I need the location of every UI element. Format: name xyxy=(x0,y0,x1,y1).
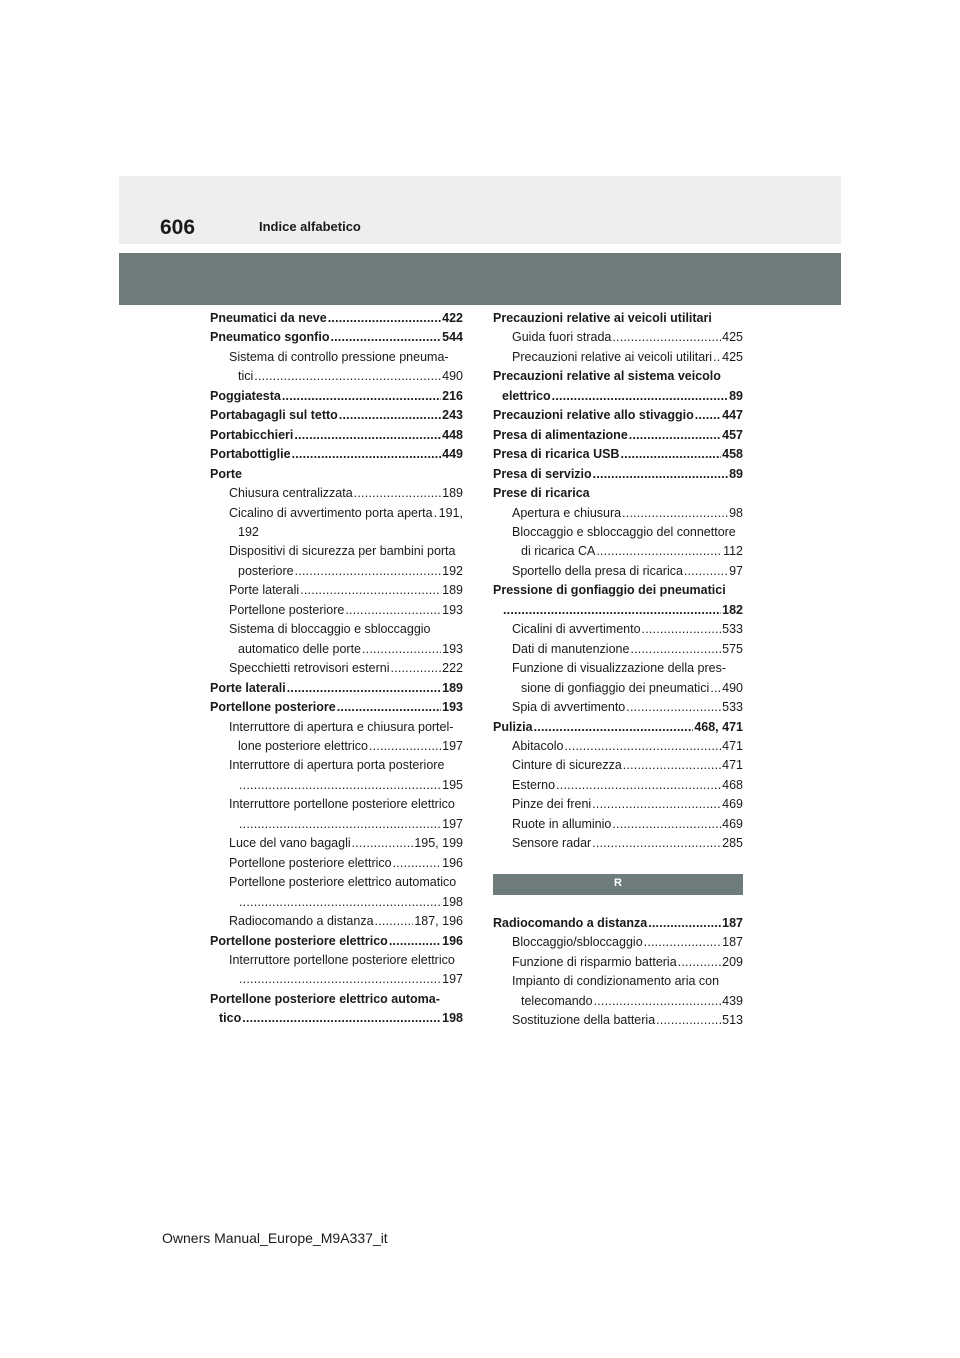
entry-label: Specchietti retrovisori esterni xyxy=(229,661,390,676)
entry-page-ref: 189 xyxy=(442,680,463,695)
index-entry xyxy=(210,776,463,795)
dot-leader xyxy=(612,815,721,834)
index-entry xyxy=(493,542,743,561)
entry-page-ref: 439 xyxy=(722,993,743,1008)
entry-page-ref: 182 xyxy=(722,602,743,617)
entry-page-ref: 533 xyxy=(722,622,743,637)
entry-page-ref: 471 xyxy=(722,738,743,753)
entry-label: tici xyxy=(238,369,254,384)
entry-page-ref: 189 xyxy=(442,583,463,598)
entry-label: Pneumatici da neve xyxy=(210,311,327,325)
entry-label: elettrico xyxy=(502,388,551,403)
entry-page-ref: 458 xyxy=(722,447,743,462)
entry-label: Portellone posteriore elettrico xyxy=(229,855,392,870)
entry-label: telecomando xyxy=(521,993,593,1008)
entry-label: Cinture di sicurezza xyxy=(512,758,622,773)
index-entry xyxy=(210,834,463,853)
section-title: Indice alfabetico xyxy=(259,219,361,234)
dot-leader xyxy=(642,620,722,639)
dot-leader xyxy=(503,601,721,620)
index-entry xyxy=(493,992,743,1011)
entry-page-ref: 193 xyxy=(442,641,463,656)
index-entry: Interruttore portellone posteriore elettrico xyxy=(229,797,455,812)
entry-page-ref: 187 xyxy=(722,915,743,930)
entry-label: Presa di alimentazione xyxy=(493,427,628,442)
index-entry: Precauzioni relative ai veicoli utilitari xyxy=(493,311,712,325)
index-entry xyxy=(210,737,463,756)
entry-page-ref: 193 xyxy=(442,700,463,715)
entry-page-ref: 195 xyxy=(442,777,463,792)
index-entry xyxy=(210,367,463,386)
dot-leader xyxy=(564,737,721,756)
entry-label: automatico delle porte xyxy=(238,641,361,656)
entry-label: Portellone posteriore elettrico xyxy=(210,933,388,948)
header-bar xyxy=(119,176,841,244)
dot-leader xyxy=(620,445,721,464)
index-entry xyxy=(493,601,743,620)
entry-label: Radiocomando a distanza xyxy=(229,914,374,929)
index-entry xyxy=(493,933,743,952)
index-entry xyxy=(493,718,743,737)
entry-label: Pulizia xyxy=(493,719,533,734)
index-entry xyxy=(493,834,743,853)
dot-leader xyxy=(434,504,438,523)
entry-label: Luce del vano bagagli xyxy=(229,836,351,851)
entry-page-ref: 448 xyxy=(442,427,463,442)
entry-label: Precauzioni relative allo stivaggio xyxy=(493,408,694,423)
index-entry: Impianto di condizionamento aria con xyxy=(512,974,720,989)
index-entry: Sistema di bloccaggio e sbloccaggio xyxy=(229,622,431,637)
entry-label: Cicalini di avvertimento xyxy=(512,622,641,637)
dot-leader xyxy=(630,640,721,659)
dot-leader xyxy=(648,914,721,933)
entry-page-ref: 422 xyxy=(442,311,463,325)
entry-label: Dati di manutenzione xyxy=(512,641,630,656)
index-entry: Pressione di gonfiaggio dei pneumatici xyxy=(493,583,726,598)
index-entry xyxy=(493,426,743,445)
index-entry xyxy=(210,504,463,523)
entry-page-ref: 216 xyxy=(442,388,463,403)
dot-leader xyxy=(678,953,721,972)
entry-page-ref: 187, 196 xyxy=(414,914,463,929)
entry-label: Pneumatico sgonfio xyxy=(210,330,330,345)
entry-label: Chiusura centralizzata xyxy=(229,486,353,501)
entry-label: Spia di avvertimento xyxy=(512,700,626,715)
dot-leader xyxy=(556,776,721,795)
dot-leader xyxy=(375,912,414,931)
dot-leader xyxy=(626,698,721,717)
dot-leader xyxy=(389,932,441,951)
page-number: 606 xyxy=(160,216,196,239)
index-entry: Porte xyxy=(210,466,242,481)
entry-page-ref: 196 xyxy=(442,933,463,948)
index-entry: 192 xyxy=(238,524,259,539)
footer-doc-id: Owners Manual_Europe_M9A337_it xyxy=(162,1230,388,1246)
index-entry: Precauzioni relative al sistema veicolo xyxy=(493,369,721,384)
dot-leader xyxy=(294,426,441,445)
index-entry xyxy=(210,698,463,717)
dot-leader xyxy=(552,387,728,406)
index-entry: Portellone posteriore elettrico automa- xyxy=(210,991,440,1006)
index-entry xyxy=(210,1009,463,1028)
entry-page-ref: 447 xyxy=(722,408,743,423)
index-entry xyxy=(210,640,463,659)
index-entry xyxy=(210,562,463,581)
entry-label: posteriore xyxy=(238,563,294,578)
entry-label: Porte laterali xyxy=(210,680,286,695)
entry-page-ref: 198 xyxy=(442,1011,463,1026)
index-entry xyxy=(493,776,743,795)
index-entry xyxy=(210,445,463,464)
entry-page-ref: 98 xyxy=(729,505,743,520)
entry-page-ref: 97 xyxy=(729,563,743,578)
dot-leader xyxy=(239,970,441,989)
entry-page-ref: 471 xyxy=(722,758,743,773)
entry-page-ref: 187 xyxy=(722,935,743,950)
index-entry: Bloccaggio e sbloccaggio del connettore xyxy=(512,524,736,539)
index-entry: Interruttore di apertura porta posteriore xyxy=(229,758,445,773)
dot-leader xyxy=(354,484,441,503)
entry-page-ref: 243 xyxy=(442,408,463,423)
entry-label: lone posteriore elettrico xyxy=(238,738,368,753)
entry-page-ref: 195, 199 xyxy=(414,836,463,851)
index-entry: Sistema di controllo pressione pneuma- xyxy=(229,349,449,364)
index-entry xyxy=(210,659,463,678)
index-entry xyxy=(493,795,743,814)
entry-label: Radiocomando a distanza xyxy=(493,915,648,930)
index-entry xyxy=(493,348,743,367)
entry-page-ref: 89 xyxy=(729,388,743,403)
index-entry xyxy=(210,328,463,347)
index-entry: Portellone posteriore elettrico automatico xyxy=(229,875,457,890)
index-entry xyxy=(210,581,463,600)
dot-leader xyxy=(390,659,441,678)
dot-leader xyxy=(710,679,721,698)
index-entry xyxy=(210,484,463,503)
dot-leader xyxy=(330,328,441,347)
entry-label: Apertura e chiusura xyxy=(512,505,622,520)
index-entry xyxy=(210,679,463,698)
entry-label: Abitacolo xyxy=(512,738,564,753)
dot-leader xyxy=(593,465,728,484)
entry-label: Esterno xyxy=(512,777,556,792)
entry-page-ref: 222 xyxy=(442,661,463,676)
entry-page-ref: 449 xyxy=(442,447,463,462)
entry-page-ref: 89 xyxy=(729,466,743,481)
index-entry xyxy=(493,504,743,523)
dot-leader xyxy=(254,367,441,386)
entry-page-ref: 457 xyxy=(722,427,743,442)
dot-leader xyxy=(345,601,441,620)
entry-page-ref: 469 xyxy=(722,797,743,812)
dot-leader xyxy=(339,406,441,425)
dot-leader xyxy=(292,445,442,464)
dot-leader xyxy=(695,406,721,425)
index-entry xyxy=(210,970,463,989)
index-column-left xyxy=(210,309,463,1029)
index-entry: Interruttore portellone posteriore elettrico xyxy=(229,952,455,967)
index-entry: Funzione di visualizzazione della pres- xyxy=(512,661,727,676)
entry-label: Presa di ricarica USB xyxy=(493,447,620,462)
entry-label: Bloccaggio/sbloccaggio xyxy=(512,935,643,950)
entry-page-ref: 197 xyxy=(442,738,463,753)
entry-page-ref: 425 xyxy=(722,330,743,345)
entry-label: di ricarica CA xyxy=(521,544,596,559)
entry-label: Funzione di risparmio batteria xyxy=(512,954,677,969)
entry-page-ref: 197 xyxy=(442,816,463,831)
index-entry xyxy=(210,815,463,834)
index-entry: Interruttore di apertura e chiusura portel- xyxy=(229,719,454,734)
entry-label: Porte laterali xyxy=(229,583,300,598)
entry-page-ref: 209 xyxy=(722,954,743,969)
entry-label: Sensore radar xyxy=(512,836,592,851)
entry-page-ref: 112 xyxy=(723,544,743,559)
dot-leader xyxy=(713,348,721,367)
entry-label: tico xyxy=(219,1011,242,1026)
dot-leader xyxy=(337,698,441,717)
index-entry xyxy=(493,756,743,775)
dot-leader xyxy=(239,893,441,912)
index-entry xyxy=(493,640,743,659)
entry-label: Cicalino di avvertimento porta aperta xyxy=(229,505,433,520)
index-entry xyxy=(493,1011,743,1030)
index-entry xyxy=(493,815,743,834)
index-entry xyxy=(493,328,743,347)
dot-leader xyxy=(592,795,721,814)
dot-leader xyxy=(656,1011,721,1030)
index-column-right xyxy=(493,309,743,1030)
entry-page-ref: 544 xyxy=(442,330,463,345)
entry-page-ref: 468, 471 xyxy=(694,719,743,734)
entry-label: Portabottiglie xyxy=(210,447,291,462)
dot-leader xyxy=(612,328,721,347)
dot-leader xyxy=(622,504,728,523)
entry-label: Poggiatesta xyxy=(210,388,281,403)
dot-leader xyxy=(592,834,721,853)
entry-page-ref: 513 xyxy=(722,1012,743,1027)
index-entry: Prese di ricarica xyxy=(493,486,590,501)
index-entry xyxy=(493,698,743,717)
entry-page-ref: 192 xyxy=(442,563,463,578)
entry-label: Presa di servizio xyxy=(493,466,592,481)
entry-label: Ruote in alluminio xyxy=(512,816,612,831)
dot-leader xyxy=(242,1009,441,1028)
index-entry xyxy=(493,387,743,406)
dot-leader xyxy=(596,542,722,561)
index-entry xyxy=(210,932,463,951)
entry-label: Portellone posteriore xyxy=(229,602,345,617)
entry-page-ref: 191, xyxy=(438,505,463,520)
dot-leader xyxy=(684,562,728,581)
index-entry xyxy=(210,387,463,406)
dot-leader xyxy=(282,387,441,406)
thumb-tab-bar xyxy=(119,253,841,305)
entry-page-ref: 575 xyxy=(722,641,743,656)
entry-label: Pinze dei freni xyxy=(512,797,592,812)
entry-page-ref: 490 xyxy=(442,369,463,384)
entry-page-ref: 189 xyxy=(442,486,463,501)
index-entry xyxy=(493,445,743,464)
dot-leader xyxy=(328,309,441,328)
entry-page-ref: 197 xyxy=(442,972,463,987)
index-entry xyxy=(493,914,743,933)
index-entry xyxy=(210,601,463,620)
entry-page-ref: 468 xyxy=(722,777,743,792)
dot-leader xyxy=(644,933,722,952)
index-entry: Dispositivi di sicurezza per bambini porta xyxy=(229,544,456,559)
index-entry xyxy=(493,406,743,425)
entry-page-ref: 490 xyxy=(722,680,743,695)
entry-label: Sportello della presa di ricarica xyxy=(512,563,683,578)
index-entry xyxy=(493,562,743,581)
entry-page-ref: 425 xyxy=(722,349,743,364)
entry-page-ref: 533 xyxy=(722,700,743,715)
index-entry xyxy=(210,912,463,931)
dot-leader xyxy=(369,737,441,756)
index-entry xyxy=(210,854,463,873)
entry-page-ref: 285 xyxy=(722,836,743,851)
index-entry xyxy=(493,737,743,756)
index-entry xyxy=(210,426,463,445)
index-entry xyxy=(210,893,463,912)
entry-page-ref: 198 xyxy=(442,894,463,909)
entry-label: Portellone posteriore xyxy=(210,700,336,715)
dot-leader xyxy=(300,581,441,600)
entry-page-ref: 196 xyxy=(442,855,463,870)
entry-page-ref: 193 xyxy=(442,602,463,617)
index-entry xyxy=(493,465,743,484)
dot-leader xyxy=(362,640,441,659)
dot-leader xyxy=(623,756,721,775)
entry-label: Portabicchieri xyxy=(210,427,294,442)
index-entry xyxy=(210,406,463,425)
index-entry xyxy=(493,953,743,972)
entry-label: Guida fuori strada xyxy=(512,330,612,345)
dot-leader xyxy=(629,426,721,445)
dot-leader xyxy=(393,854,442,873)
dot-leader xyxy=(239,815,441,834)
dot-leader xyxy=(594,992,722,1011)
index-entry xyxy=(493,620,743,639)
entry-label: Sostituzione della batteria xyxy=(512,1012,656,1027)
letter-divider: R xyxy=(493,874,743,895)
entry-label: Portabagagli sul tetto xyxy=(210,408,338,423)
dot-leader xyxy=(287,679,441,698)
entry-label: sione di gonfiaggio dei pneumatici xyxy=(521,680,710,695)
dot-leader xyxy=(239,776,441,795)
dot-leader xyxy=(352,834,414,853)
entry-label: Precauzioni relative ai veicoli utilitari xyxy=(512,349,713,364)
index-entry xyxy=(493,679,743,698)
index-entry xyxy=(210,309,463,328)
entry-page-ref: 469 xyxy=(722,816,743,831)
dot-leader xyxy=(295,562,442,581)
dot-leader xyxy=(534,718,694,737)
